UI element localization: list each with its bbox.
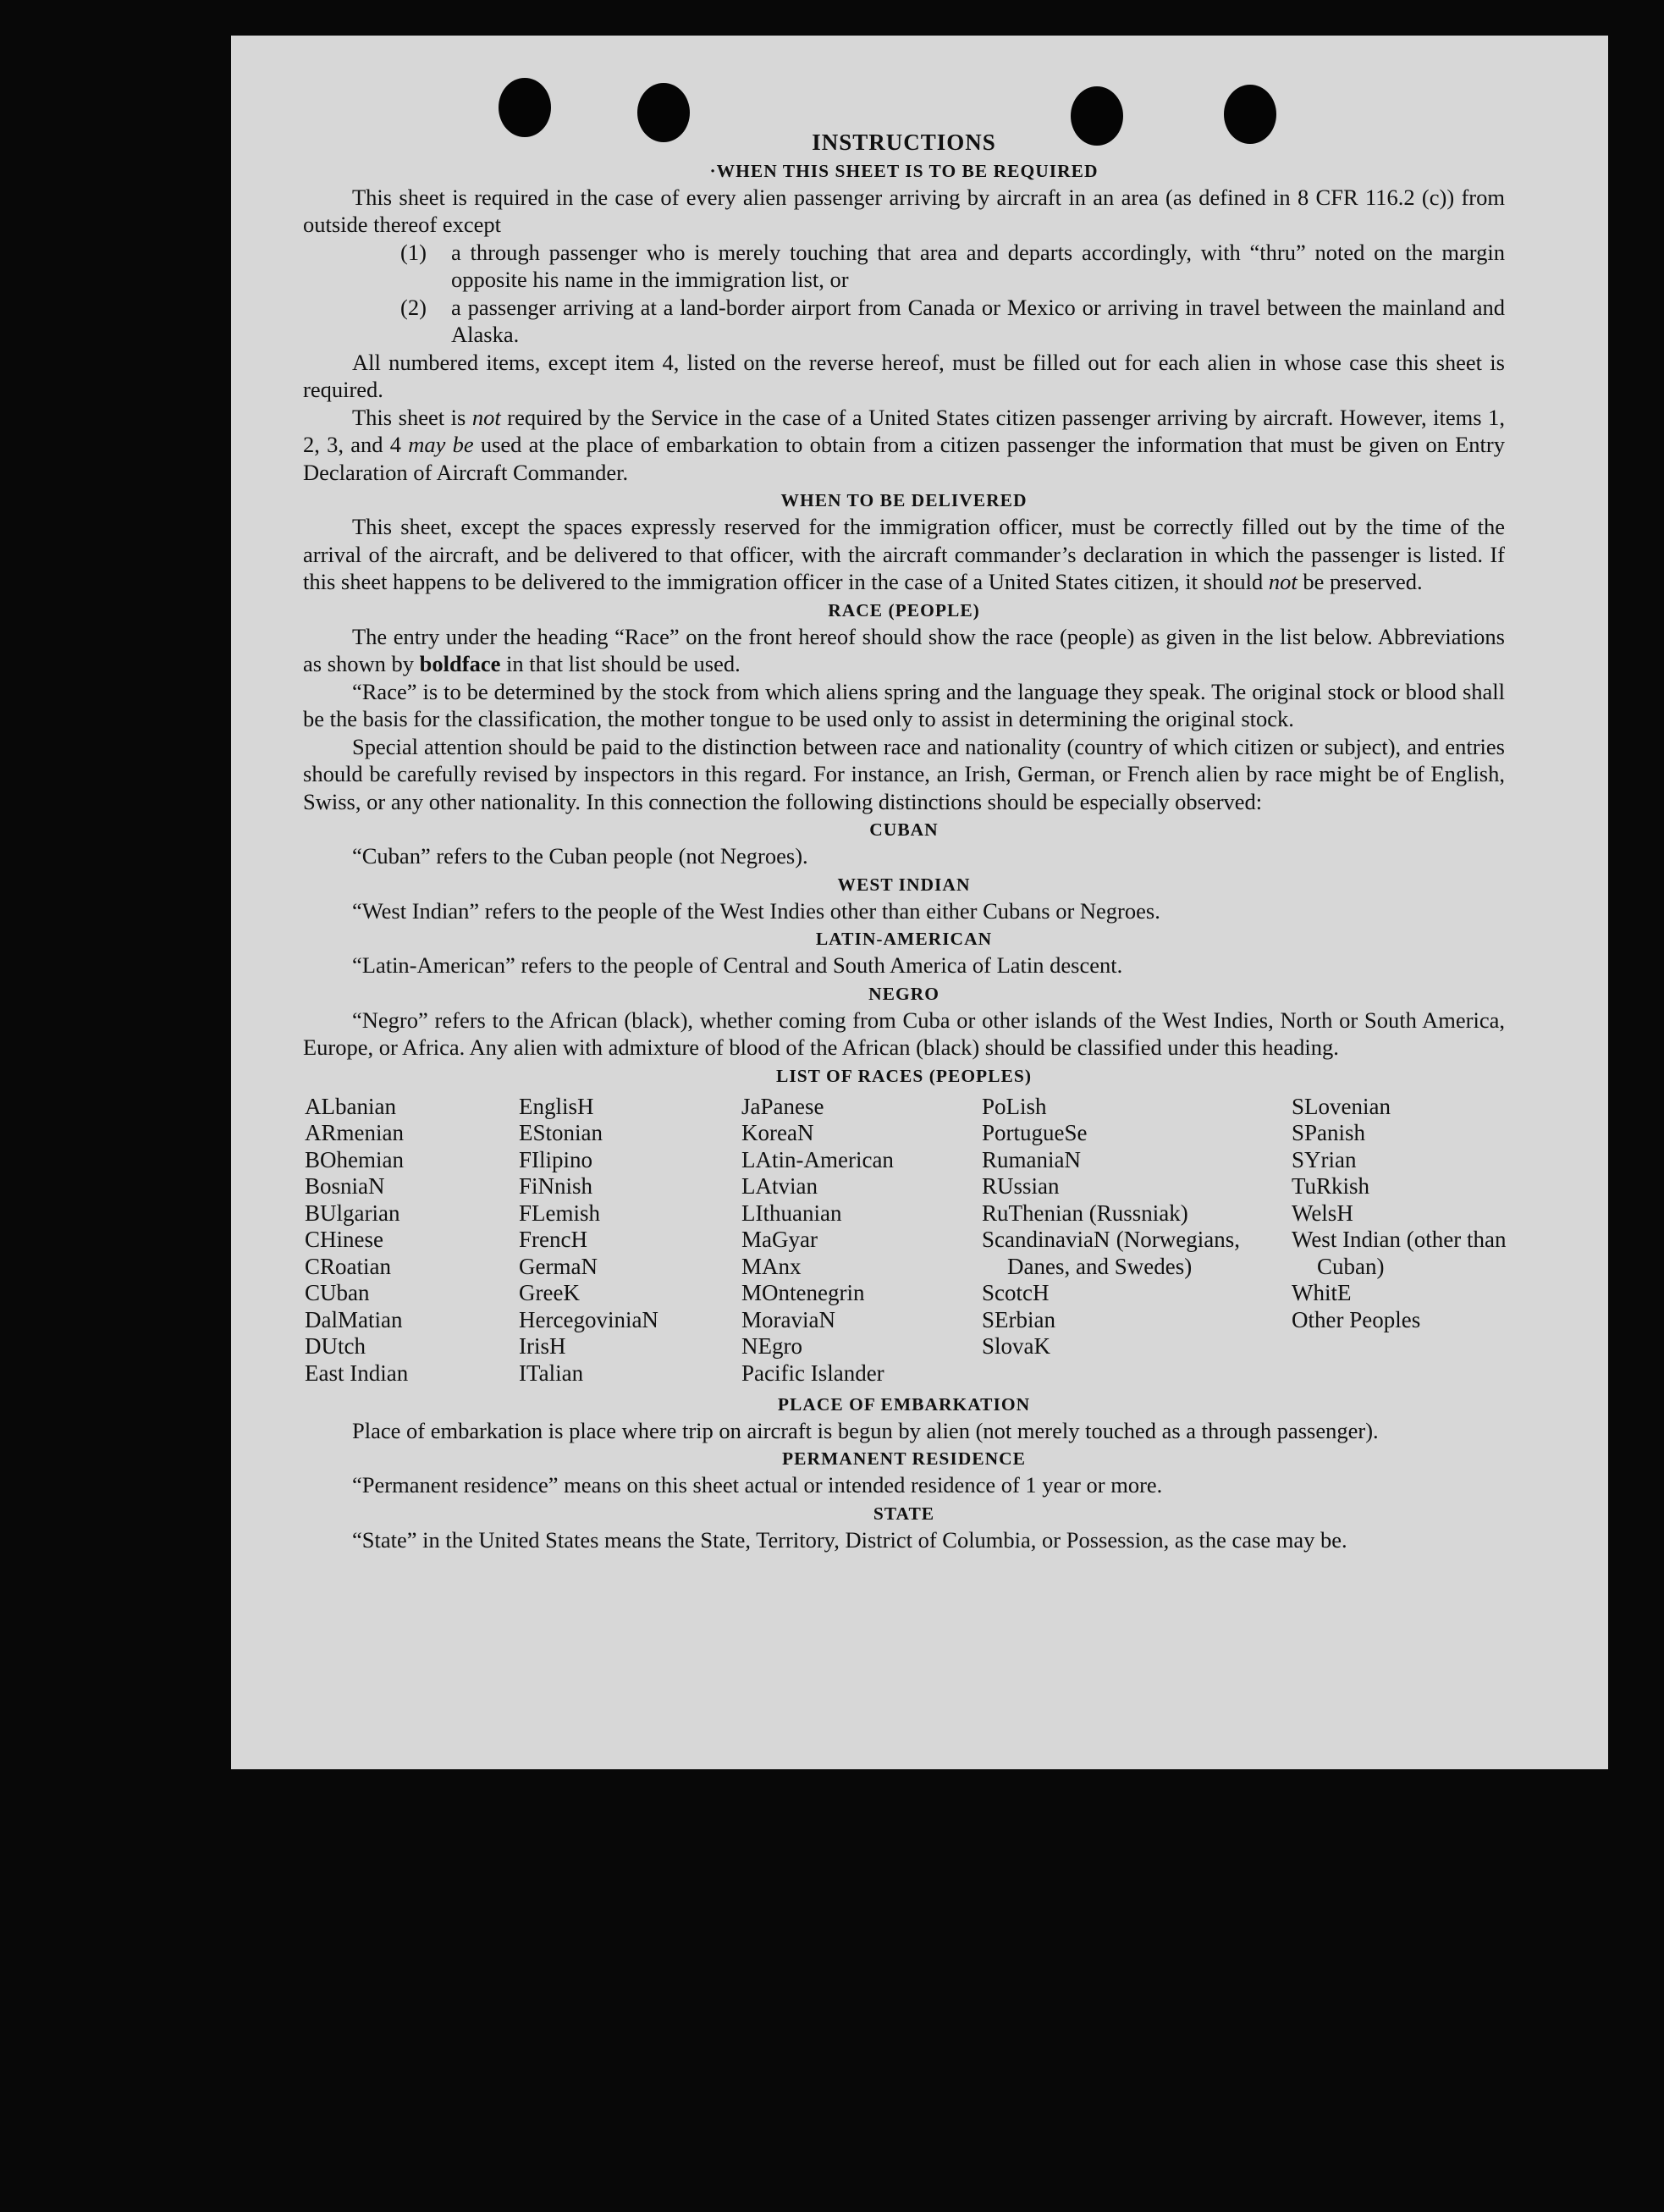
race-entry: LIthuanian (741, 1200, 842, 1226)
heading-cuban: CUBAN (869, 819, 939, 840)
race-entry: BosniaN (305, 1173, 385, 1199)
races-table (303, 1094, 1505, 1390)
emphasis: may be (408, 432, 474, 457)
paragraph: Special attention should be paid to the distinction between race and nationality (country of which citizen or subject), and entries should be carefully revised by inspectors in this regard. For instance, an Irish, German, or French alien by race might be of English, Swiss, or any other nationality. In this connection the following distinctions should be especially observed: (303, 733, 1505, 814)
race-entry: LAtin-American (741, 1146, 894, 1172)
list-item (303, 239, 1505, 294)
list-item (303, 294, 1505, 349)
race-entry: WhitE (1292, 1280, 1352, 1305)
race-entry: SYrian (1292, 1146, 1357, 1172)
race-entry: DalMatian (305, 1306, 403, 1332)
races-column (519, 1094, 730, 1387)
race-entry: FrencH (519, 1227, 587, 1252)
heading-permanent-residence: PERMANENT RESIDENCE (782, 1448, 1026, 1469)
item-text: a through passenger who is merely touching that area and departs accordingly, with “thru” noted on the margin opposite his name in the immigration list, or (451, 239, 1505, 292)
heading-when-delivered: WHEN TO BE DELIVERED (780, 490, 1028, 510)
race-entry: GermaN (519, 1253, 598, 1279)
race-entry: BOhemian (305, 1146, 404, 1172)
heading-place-of-embarkation: PLACE OF EMBARKATION (777, 1393, 1031, 1415)
text-run: This sheet, except the spaces expressly reserved for the immigration officer, must be correctly filled out by the time of the arrival of the aircraft, and be delivered to that officer, with the aircraft commander’s declaration in which the passenger is listed. If this sheet happens to be delivered to the immigration officer in the case of a United States citizen, it should (303, 514, 1505, 594)
race-entry: BUlgarian (305, 1200, 400, 1226)
heading-latin-american: LATIN-AMERICAN (815, 929, 993, 949)
race-entry: CUban (305, 1280, 370, 1305)
race-entry: FLemish (519, 1200, 601, 1226)
race-entry: LAtvian (741, 1173, 818, 1199)
paragraph: “Permanent residence” means on this sheet actual or intended residence of 1 year or more. (352, 1472, 1163, 1498)
race-entry: KoreaN (741, 1120, 814, 1145)
text-run: This sheet is (352, 404, 472, 430)
race-entry: RumaniaN (982, 1146, 1081, 1172)
paragraph (303, 623, 1505, 678)
race-entry: East Indian (305, 1360, 409, 1386)
race-entry: EnglisH (519, 1093, 594, 1119)
race-entry: Pacific Islander (741, 1360, 884, 1386)
text-run: in that list should be used. (500, 651, 741, 676)
paragraph: “Cuban” refers to the Cuban people (not Negroes). (352, 843, 808, 869)
paragraph: “West Indian” refers to the people of the West Indies other than either Cubans or Negroes. (352, 897, 1160, 924)
paragraph (303, 404, 1505, 487)
emphasis: not (471, 404, 501, 430)
race-entry: ALbanian (305, 1093, 396, 1119)
item-number: (2) (400, 294, 427, 320)
text-run: required by the Service in the case of a United States citizen passenger arriving by aircraft. However, items 1, 2, 3, and 4 (303, 404, 1505, 457)
race-entry: ARmenian (305, 1120, 404, 1145)
race-entry: RUssian (982, 1173, 1060, 1199)
races-column (305, 1094, 508, 1387)
paragraph (303, 513, 1505, 596)
race-entry: MaGyar (741, 1227, 818, 1252)
heading-west-indian: WEST INDIAN (837, 874, 971, 895)
race-entry: CHinese (305, 1227, 383, 1252)
heading-negro: NEGRO (868, 983, 939, 1004)
paragraph: “Race” is to be determined by the stock from which aliens spring and the language they speak. The original stock or blood shall be the basis for the classification, the mother tongue to be used only to assist in determining the original stock. (303, 678, 1505, 731)
heading-race: RACE (PEOPLE) (828, 599, 980, 621)
paragraph: “Latin-American” refers to the people of Central and South America of Latin descent. (352, 952, 1123, 978)
page-title: INSTRUCTIONS (812, 130, 996, 155)
race-entry: PortugueSe (982, 1120, 1088, 1145)
races-column (741, 1094, 970, 1387)
race-entry: WelsH (1292, 1200, 1353, 1226)
race-entry: SLovenian (1292, 1093, 1391, 1119)
race-entry: Other Peoples (1292, 1306, 1421, 1332)
race-entry: SPanish (1292, 1120, 1366, 1145)
paragraph: This sheet is required in the case of every alien passenger arriving by aircraft in an area (as defined in 8 CFR 116.2 (c)) from outside thereof except (303, 184, 1505, 237)
item-number: (1) (400, 239, 427, 265)
race-entry: IrisH (519, 1333, 566, 1359)
race-entry: GreeK (519, 1280, 580, 1305)
races-column (1292, 1094, 1512, 1334)
race-entry: JaPanese (741, 1093, 824, 1119)
race-entry: SlovaK (982, 1333, 1050, 1359)
race-entry: MAnx (741, 1253, 802, 1279)
race-entry: PoLish (982, 1093, 1047, 1119)
document-sheet (231, 36, 1608, 1769)
race-entry: MoraviaN (741, 1306, 835, 1332)
race-entry: MOntenegrin (741, 1280, 865, 1305)
race-entry: ScandinaviaN (Norwegians, Danes, and Swedes) (982, 1227, 1240, 1279)
race-entry: ScotcH (982, 1280, 1050, 1305)
text-run: The entry under the heading “Race” on the front hereof should show the race (people) as given in the list below. Abbreviations as shown by (303, 623, 1505, 676)
paragraph: Place of embarkation is place where trip on aircraft is begun by alien (not merely touched as a through passenger). (352, 1417, 1379, 1443)
race-entry: FIlipino (519, 1146, 593, 1172)
race-entry: West Indian (other than Cuban) (1292, 1227, 1507, 1279)
heading-state: STATE (873, 1503, 935, 1524)
paragraph: “Negro” refers to the African (black), whether coming from Cuba or other islands of the West Indies, North or South America, Europe, or Africa. Any alien with admixture of blood of the African (black) should be classified under this heading. (303, 1007, 1505, 1060)
paragraph: All numbered items, except item 4, listed on the reverse hereof, must be filled out for each alien in whose case this sheet is required. (303, 349, 1505, 402)
race-entry: ITalian (519, 1360, 584, 1386)
text-run: used at the place of embarkation to obtain from a citizen passenger the information that must be given on Entry Declaration of Aircraft Commander. (303, 432, 1505, 485)
race-entry: TuRkish (1292, 1173, 1370, 1199)
race-entry: DUtch (305, 1333, 366, 1359)
race-entry: EStonian (519, 1120, 603, 1145)
text-run: be preserved. (1297, 569, 1423, 594)
heading-list-of-races: LIST OF RACES (PEOPLES) (776, 1065, 1032, 1086)
bold-word: boldface (419, 651, 501, 676)
paragraph: “State” in the United States means the State, Territory, District of Columbia, or Possession, as the case may be. (352, 1526, 1347, 1553)
race-entry: HercegoviniaN (519, 1306, 658, 1332)
race-entry: SErbian (982, 1306, 1055, 1332)
emphasis: not (1268, 569, 1298, 594)
race-entry: NEgro (741, 1333, 802, 1359)
races-column (982, 1094, 1240, 1360)
item-text: a passenger arriving at a land-border airport from Canada or Mexico or arriving in travel between the mainland and Alaska. (451, 294, 1505, 347)
heading-when-required: ·WHEN THIS SHEET IS TO BE REQUIRED (709, 160, 1099, 181)
race-entry: FiNnish (519, 1173, 593, 1199)
race-entry: RuThenian (Russniak) (982, 1200, 1188, 1226)
race-entry: CRoatian (305, 1253, 391, 1279)
instructions-content (303, 129, 1505, 1553)
